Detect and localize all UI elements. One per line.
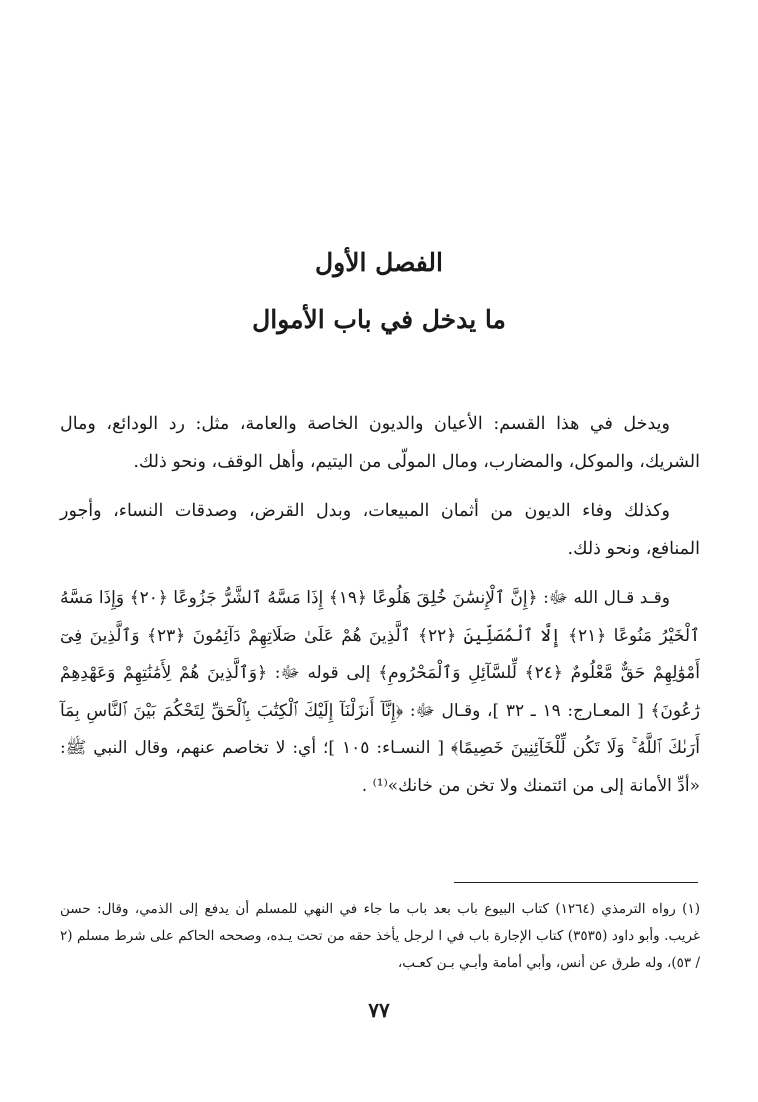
page-number: ٧٧ bbox=[368, 998, 390, 1022]
chapter-title: الفصل الأول bbox=[315, 248, 443, 277]
footnote-divider bbox=[454, 882, 698, 883]
footnotes bbox=[60, 896, 700, 977]
body-text bbox=[60, 406, 700, 817]
footnote: (١) رواه الترمذي (١٢٦٤) كتاب البيوع باب بعد باب ما جاء في النهي للمسلم أن يدفع إلى الذمي، وقال: حسن غريب. وأبو داود (٣٥٣٥) كتاب الإجارة باب في ا لرجل يأخذ حقه من تحت يـده، وصححه الحاكم على شرط مسلم (٢ / ٥٣)، وله طرق عن أنس، وأبي أمامة وأبـي بـن كعـب، bbox=[60, 901, 700, 971]
paragraph-quran-quote: وقـد قـال الله ﷻ: ﴿إِنَّ ٱلْإِنسَٰنَ خُلِقَ هَلُوعًا ﴿١٩﴾ إِذَا مَسَّهُ ٱلشَّرُّ جَزُوعًا ﴿٢٠﴾ وَإِذَا مَسَّهُ ٱلْخَيْرُ مَنُوعًا ﴿٢١﴾ إِلَّا ٱلْمُصَلِّينَ ﴿٢٢﴾ ٱلَّذِينَ هُمْ عَلَىٰ صَلَاتِهِمْ دَآئِمُونَ ﴿٢٣﴾ وَٱلَّذِينَ فِىٓ أَمْوَٰلِهِمْ حَقٌّ مَّعْلُومٌ ﴿٢٤﴾ لِّلسَّآئِلِ وَٱلْمَحْرُومِ﴾ إلى قوله ﷻ: ﴿وَٱلَّذِينَ هُمْ لِأَمَٰنَٰتِهِمْ وَعَهْدِهِمْ رَٰعُونَ﴾ [ المعـارج: ١٩ ـ ٣٢ ]، وقـال ﷻ: ﴿إِنَّآ أَنزَلْنَآ إِلَيْكَ ٱلْكِتَٰبَ بِٱلْحَقِّ لِتَحْكُمَ بَيْنَ ٱلنَّاسِ بِمَآ أَرَىٰكَ ٱللَّهُ ۚ وَلَا تَكُن لِّلْخَآئِنِينَ خَصِيمًا﴾ [ النسـاء: ١٠٥ ]؛ أي: لا تخاصم عنهم، وقال النبي ﷺ: «أدِّ الأمانة إلى من ائتمنك ولا تخن من خانك»⁽¹⁾ . bbox=[60, 588, 700, 796]
chapter-subtitle: ما يدخل في باب الأموال bbox=[252, 305, 506, 334]
paragraph: وكذلك وفاء الديون من أثمان المبيعات، وبدل القرض، وصدقات النساء، وأجور المنافع، ونحو ذلك. bbox=[60, 501, 700, 559]
paragraph: ويدخل في هذا القسم: الأعيان والديون الخاصة والعامة، مثل: رد الودائع، ومال الشريك، والموكل، والمضارب، ومال المولّى من اليتيم، وأهل الوقف، ونحو ذلك. bbox=[60, 414, 700, 472]
